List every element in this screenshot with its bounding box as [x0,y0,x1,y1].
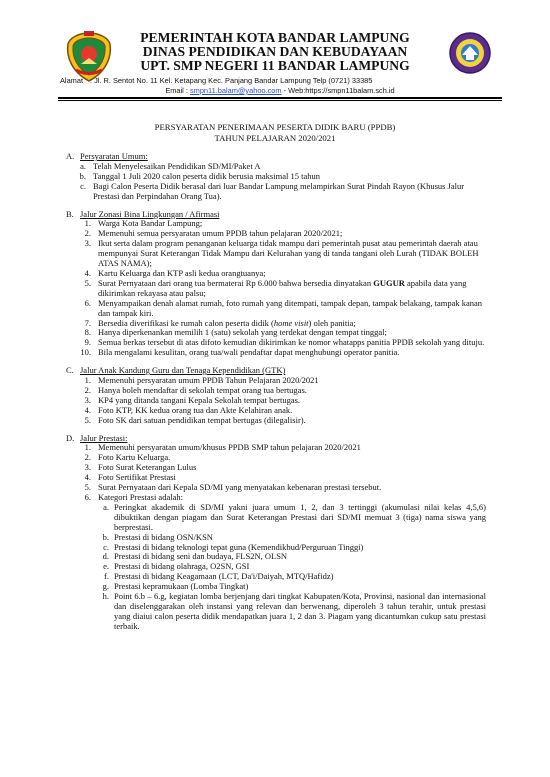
list-item: b. Tanggal 1 Juli 2020 calon peserta didik berusia maksimal 15 tahun [79,170,320,181]
list-item: a. Telah Menyelesaikan Pendidikan SD/MI/Paket A [80,160,261,171]
list-item: d. Prestasi di bidang seni dan budaya, FLS2N, OLSN [102,551,288,562]
list-item: 3. KP4 yang ditanda tangani Kepala Sekolah tempat bertugas. [84,394,301,405]
contact-line [60,86,500,95]
section-b-heading: B. Jalur Zonasi Bina Lingkungan / Afirmasi [66,208,220,219]
list-item: a. Peringkat akademik di SD/MI yakni juara umum 1, 2, dan 3 tertinggi (akumulasi nilai kelas 4,5,6) dibuktikan dengan piagam dan Surat Keterangan Prestasi dari SD/MI memuat 3 (tiga) nama siswa yang berprestasi. [103,501,486,532]
list-item: 1. Memenuhi persyaratan umum/khusus PPDB SMP tahun pelajaran 2020/2021 [84,442,361,453]
document-subtitle: TAHUN PELAJARAN 2020/2021 [214,133,336,143]
list-item: 2. Memenuhi semua persyaratan umum PPDB tahun pelajaran 2020/2021; [84,228,343,239]
section-d-list [66,443,486,502]
letterhead-department: DINAS PENDIDIKAN DAN KEBUDAYAAN [142,44,408,59]
website-text: - Web:https://smpn11balam.sch.id [283,86,395,95]
section-a-list [66,162,486,202]
email-label: Email : [165,86,188,95]
list-item: 7. Bersedia diverifikasi ke rumah calon peserta didik (home visit) oleh panitia; [84,317,356,328]
list-item: 5. Surat Pernyataan dari Kepala SD/MI yang menyatakan kebenaran prestasi tersebut. [84,482,382,493]
section-c-heading: C. Jalur Anak Kandung Guru dan Tenaga Kependidikan (GTK) [66,365,286,376]
letterhead-government: PEMERINTAH KOTA BANDAR LAMPUNG [140,30,410,45]
achievement-category-list [66,503,486,632]
list-item: f. Prestasi di bidang Keagamaan (LCT, Da'i/Daiyah, MTQ/Hafidz) [104,571,334,582]
document-title: PERSYARATAN PENERIMAAN PESERTA DIDIK BARU (PPDB) [154,122,396,132]
list-item: 3. Foto Surat Keterangan Lulus [84,462,197,473]
list-item: c. Bagi Calon Peserta Didik berasal dari luar Bandar Lampung melampirkan Surat Pindah Rayon (Khusus Jalur Prestasi dan Perpindahan Orang Tua). [80,180,465,201]
letterhead-divider-thin [58,100,502,101]
section-d-heading: D. Jalur Prestasi: [66,432,128,443]
document-body [66,152,486,632]
school-address [60,76,500,85]
list-item: 5. Foto SK dari satuan pendidikan tempat bertugas (dilegalisir). [84,414,306,425]
email-link[interactable]: smpn11.balam@yahoo.com [189,86,282,95]
list-item: 2. Hanya boleh mendaftar di sekolah tempat orang tua bertugas. [84,384,307,395]
list-item: 6. Kategori Prestasi adalah: [84,492,183,502]
list-item: b. Prestasi di bidang OSN/KSN [102,531,213,542]
list-item: g. Prestasi kepramukaan (Lomba Tingkat) [102,581,249,592]
list-item: 5. Surat Pernyataan dari orang tua bermaterai Rp 6.000 bahwa bersedia dinyatakan GUGUR apabila data yang dikirimkan rekayasa atau palsu; [84,277,467,298]
section-c-list [66,376,486,426]
list-item: 10. Bila mengalami kesulitan, orang tua/wali pendaftar dapat menghubungi operator panitia. [80,347,400,358]
emphasis-gugur: GUGUR [373,277,405,288]
list-item: 9. Semua berkas tersebut di atas difoto kemudian dikirimkan ke nomor whatapps panitia PPDB sekolah yang dituju. [84,337,485,348]
list-item: 1. Memenuhi persyaratan umum PPDB Tahun Pelajaran 2020/2021 [84,375,319,386]
list-item: 3. Ikut serta dalam program penanganan keluarga tidak mampu dari pemerintah pusat atau pemerintah daerah atau mempunyai Surat Keterangan Tidak Mampu dari Kelurahan yang di tanda tangani oleh Lurah (TIDAK BOLEH ATAS NAMA); [84,238,479,269]
list-item: 2. Foto Kartu Keluarga. [84,452,171,463]
letterhead-divider-thick [58,97,502,99]
emphasis-home-visit: home visit [273,317,309,328]
list-item: 1. Warga Kota Bandar Lampung; [84,218,203,229]
list-item: 4. Foto Sertifikat Prestasi [84,472,176,483]
list-item: 8. Hanya diperkenankan memilih 1 (satu) sekolah yang terdekat dengan tempat tinggal; [84,327,387,338]
list-item: h. Point 6.b – 6.g, kegiatan lomba berjenjang dari tingkat Kabupaten/Kota, Provinsi, nasional dan internasional dan diselenggarakan oleh instansi yang relevan dan berwenang, diperoleh 3 tahun terahir, untuk prestasi yang diaiui calon peserta didik mendapatkan juara 1, 2 dan 3. Piagam yang dicantumkan cukup satu prestasi terbaik. [102,591,486,631]
list-item: c. Prestasi di bidang teknologi tepat guna (Kemendikbud/Perguruan Tinggi) [103,541,364,552]
list-item: 6. Menyampaikan denah alamat rumah, foto rumah yang ditempati, tampak depan, tampak belakang, tampak kanan dan tampak kiri. [84,297,483,318]
school-emblem-logo [448,31,492,75]
list-item: 4. Foto KTP, KK kedua orang tua dan Akte Kelahiran anak. [84,404,293,415]
address-text: : Jl. R. Sentot No. 11 Kel. Ketapang Kec. Panjang Bandar Lampung Telp (0721) 33385 [90,76,373,85]
letterhead-school: UPT. SMP NEGERI 11 BANDAR LAMPUNG [140,58,410,73]
section-a-heading: A. Persyaratan Umum: [66,151,148,161]
address-label: Alamat [60,76,84,85]
list-item: 4. Kartu Keluarga dan KTP asli kedua orangtuanya; [84,267,266,278]
list-item: e. Prestasi di bidang olahraga, O2SN, GSI [103,561,250,572]
section-b-list [66,219,486,358]
